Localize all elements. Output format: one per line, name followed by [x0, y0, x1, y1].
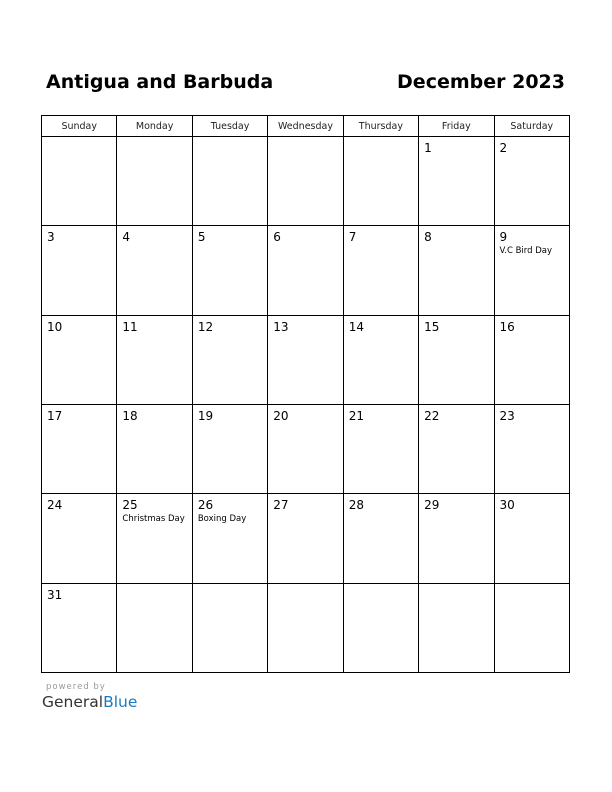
day-number: 12 — [197, 319, 214, 334]
day-number: 28 — [348, 498, 364, 513]
calendar-day-cell — [494, 315, 569, 404]
calendar-day-cell — [117, 583, 192, 672]
calendar-day-cell — [192, 137, 267, 226]
calendar-week-row — [42, 404, 570, 493]
calendar-day-cell — [343, 137, 418, 226]
calendar-day-cell — [268, 583, 343, 672]
day-number: 5 — [197, 230, 206, 245]
weekday-header: Thursday — [343, 116, 418, 137]
calendar-week-row — [42, 137, 570, 226]
calendar-day-cell — [343, 583, 418, 672]
weekday-header: Sunday — [42, 116, 117, 137]
calendar-week-row — [42, 315, 570, 404]
calendar-day-cell — [419, 315, 494, 404]
day-number: 2 — [499, 141, 508, 155]
calendar-day-cell — [419, 404, 494, 493]
holiday-label: V.C Bird Day — [499, 246, 553, 257]
calendar-week-row — [42, 226, 570, 315]
calendar-day-cell — [494, 226, 569, 315]
weekday-header: Monday — [117, 116, 192, 137]
calendar-day-cell — [117, 226, 192, 315]
day-number: 17 — [47, 408, 63, 423]
day-number: 4 — [122, 230, 131, 245]
calendar-day-cell — [268, 315, 343, 404]
holiday-label: Christmas Day — [122, 514, 185, 525]
calendar-day-cell — [343, 494, 418, 583]
day-number: 18 — [122, 408, 138, 423]
day-number: 20 — [273, 408, 289, 423]
calendar-day-cell — [343, 315, 418, 404]
calendar-day-cell — [117, 494, 192, 583]
calendar-day-cell — [268, 494, 343, 583]
calendar-day-cell — [192, 583, 267, 672]
calendar-day-cell — [42, 137, 117, 226]
weekday-header: Tuesday — [192, 116, 267, 137]
day-number: 7 — [348, 230, 357, 245]
calendar-day-cell — [494, 494, 569, 583]
day-number: 3 — [47, 230, 55, 245]
day-number: 31 — [47, 587, 63, 602]
day-number: 9 — [499, 230, 508, 245]
calendar-day-cell — [117, 137, 192, 226]
day-number: 23 — [499, 408, 515, 423]
day-number: 6 — [273, 230, 281, 245]
calendar-day-cell — [192, 226, 267, 315]
calendar-day-cell — [42, 226, 117, 315]
calendar-day-cell — [343, 226, 418, 315]
day-number: 11 — [122, 319, 138, 334]
day-number: 29 — [424, 498, 440, 513]
day-number: 22 — [424, 408, 440, 423]
calendar-day-cell — [42, 494, 117, 583]
calendar-day-cell — [192, 404, 267, 493]
day-number: 19 — [197, 408, 214, 423]
calendar-day-cell — [42, 583, 117, 672]
day-number: 15 — [424, 319, 440, 334]
calendar-day-cell — [494, 404, 569, 493]
calendar-month-title: December 2023 — [397, 71, 565, 93]
calendar-day-cell — [419, 137, 494, 226]
day-number: 26 — [197, 498, 214, 513]
calendar-day-cell — [419, 226, 494, 315]
calendar-day-cell — [117, 404, 192, 493]
calendar-day-cell — [268, 226, 343, 315]
weekday-header-row — [42, 116, 570, 137]
day-number: 13 — [273, 319, 289, 334]
day-number: 10 — [47, 319, 63, 334]
day-number: 27 — [273, 498, 289, 513]
calendar-day-cell — [268, 404, 343, 493]
calendar-day-cell — [42, 315, 117, 404]
brand-blue-text: Blue — [103, 693, 138, 711]
day-number: 30 — [499, 498, 515, 513]
day-number: 8 — [424, 230, 432, 245]
calendar-day-cell — [419, 583, 494, 672]
calendar-country-title: Antigua and Barbuda — [46, 71, 274, 93]
brand-general-text: General — [42, 693, 104, 711]
day-number: 24 — [47, 498, 63, 513]
holiday-label: Boxing Day — [197, 514, 247, 525]
calendar-day-cell — [494, 137, 569, 226]
day-number: 16 — [499, 319, 515, 334]
calendar-day-cell — [192, 494, 267, 583]
powered-by-text: powered by — [46, 682, 106, 692]
generalblue-logo[interactable] — [42, 693, 137, 711]
day-number: 25 — [122, 498, 138, 513]
calendar-week-row — [42, 494, 570, 583]
weekday-header: Saturday — [494, 116, 569, 137]
calendar-day-cell — [419, 494, 494, 583]
day-number: 1 — [424, 141, 432, 155]
calendar-day-cell — [268, 137, 343, 226]
calendar-day-cell — [192, 315, 267, 404]
calendar-day-cell — [343, 404, 418, 493]
calendar-week-row — [42, 583, 570, 672]
calendar-day-cell — [117, 315, 192, 404]
calendar-day-cell — [42, 404, 117, 493]
day-number: 14 — [348, 319, 364, 334]
weekday-header: Friday — [419, 116, 494, 137]
calendar-grid — [41, 115, 570, 673]
day-number: 21 — [348, 408, 364, 423]
weekday-header: Wednesday — [268, 116, 343, 137]
calendar-day-cell — [494, 583, 569, 672]
